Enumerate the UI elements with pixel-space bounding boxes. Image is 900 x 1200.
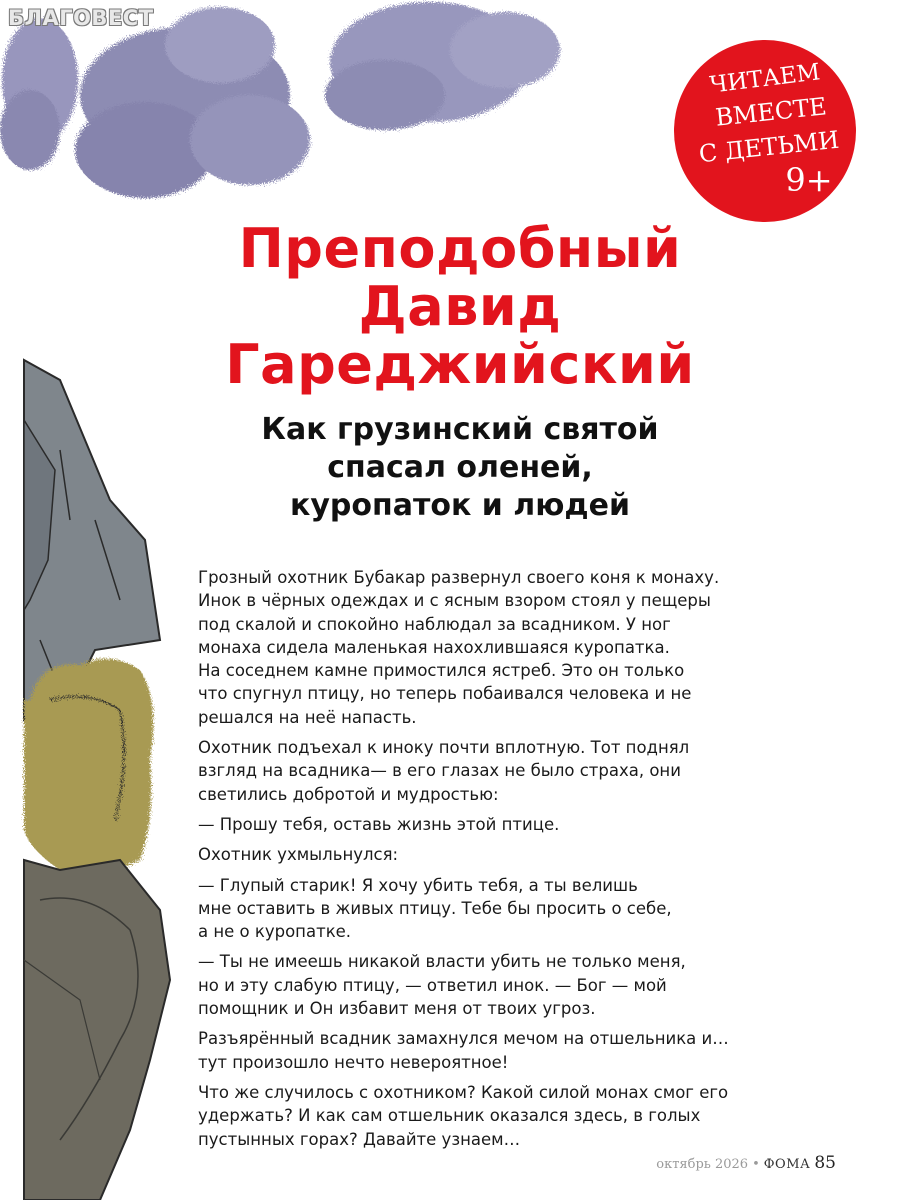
paragraph-line: светились добротой и мудростью: (198, 784, 499, 804)
paragraph-line: На соседнем камне примостился ястреб. Это он только (198, 661, 685, 681)
title-line-1: Преподобный (238, 217, 682, 280)
bush (24, 659, 153, 874)
paragraph-line: Охотник подъехал к иноку почти вплотную. Тот поднял (198, 738, 690, 758)
footer-date: октябрь 2026 (656, 1157, 749, 1172)
paragraph-line: — Ты не имеешь никакой власти убить не только меня, (198, 952, 686, 972)
paragraph-line: помощник и Он избавит меня от твоих угроз. (198, 999, 596, 1019)
title-line-2: Давид (358, 275, 562, 338)
badge-line-1: ЧИТАЕМ (708, 59, 822, 99)
badge-age: 9+ (785, 161, 833, 199)
subtitle-line-1: Как грузинский святой (261, 412, 659, 447)
cloud-left (0, 18, 78, 170)
paragraph-line: а не о куропатке. (198, 922, 352, 942)
paragraph (198, 566, 798, 729)
article-body (198, 566, 798, 1158)
paragraph-line: монаха сидела маленькая нахохлившаяся куропатка. (198, 637, 670, 657)
page-footer (656, 1153, 836, 1173)
paragraph (198, 950, 798, 1020)
paragraph-line: что спугнул птицу, но теперь побаивался человека и не (198, 684, 692, 704)
paragraph (198, 874, 798, 944)
paragraph-line: взгляд на всадника— в его глазах не было страха, они (198, 761, 681, 781)
paragraph-line: — Глупый старик! Я хочу убить тебя, а ты велишь (198, 875, 638, 895)
paragraph-line: Грозный охотник Бубакар развернул своего коня к монаху. (198, 568, 720, 587)
watermark: БЛАГОВЕСТ (8, 6, 154, 30)
paragraph (198, 843, 798, 866)
subtitle-line-2: спасал оленей, (327, 450, 593, 485)
paragraph-line: но и эту слабую птицу, — ответил инок. — Бог — мой (198, 975, 667, 995)
paragraph-line: решался на неё напасть. (198, 707, 417, 727)
paragraph-line: Что же случилось с охотником? Какой силой монах смог его (198, 1082, 729, 1102)
paragraph (198, 813, 798, 836)
title-line-3: Гареджийский (225, 333, 695, 396)
paragraph-line: — Прошу тебя, оставь жизнь этой птице. (198, 814, 560, 834)
article-subtitle (190, 411, 730, 525)
paragraph-line: мне оставить в живых птицу. Тебе бы просить о себе, (198, 898, 672, 918)
badge-line-3: С ДЕТЬМИ (697, 125, 841, 169)
article-title (190, 217, 730, 396)
paragraph-line: тут произошло нечто невероятное! (198, 1052, 509, 1072)
paragraph (198, 736, 798, 806)
cloud-right (325, 2, 560, 130)
paragraph-line: удержать? И как сам отшельник оказался здесь, в голых (198, 1106, 701, 1126)
paragraph (198, 1027, 798, 1074)
paragraph (198, 1081, 798, 1151)
paragraph-line: под скалой и спокойно наблюдал за всадником. У ног (198, 614, 671, 634)
footer-separator: • (752, 1157, 760, 1172)
paragraph-line: Инок в чёрных одеждах и с ясным взором стоял у пещеры (198, 591, 711, 611)
paragraph-line: Разъярённый всадник замахнулся мечом на отшельника и… (198, 1029, 729, 1049)
reading-badge (674, 40, 856, 222)
subtitle-line-3: куропаток и людей (290, 488, 630, 523)
paragraph-line: Охотник ухмыльнулся: (198, 845, 399, 865)
footer-magazine: ФОМА (763, 1157, 811, 1172)
cloud-center (75, 7, 310, 198)
ground-rock (24, 860, 170, 1200)
badge-line-2: ВМЕСТЕ (714, 92, 828, 132)
paragraph-line: пустынных горах? Давайте узнаем… (198, 1129, 521, 1149)
page-number: 85 (814, 1153, 836, 1173)
